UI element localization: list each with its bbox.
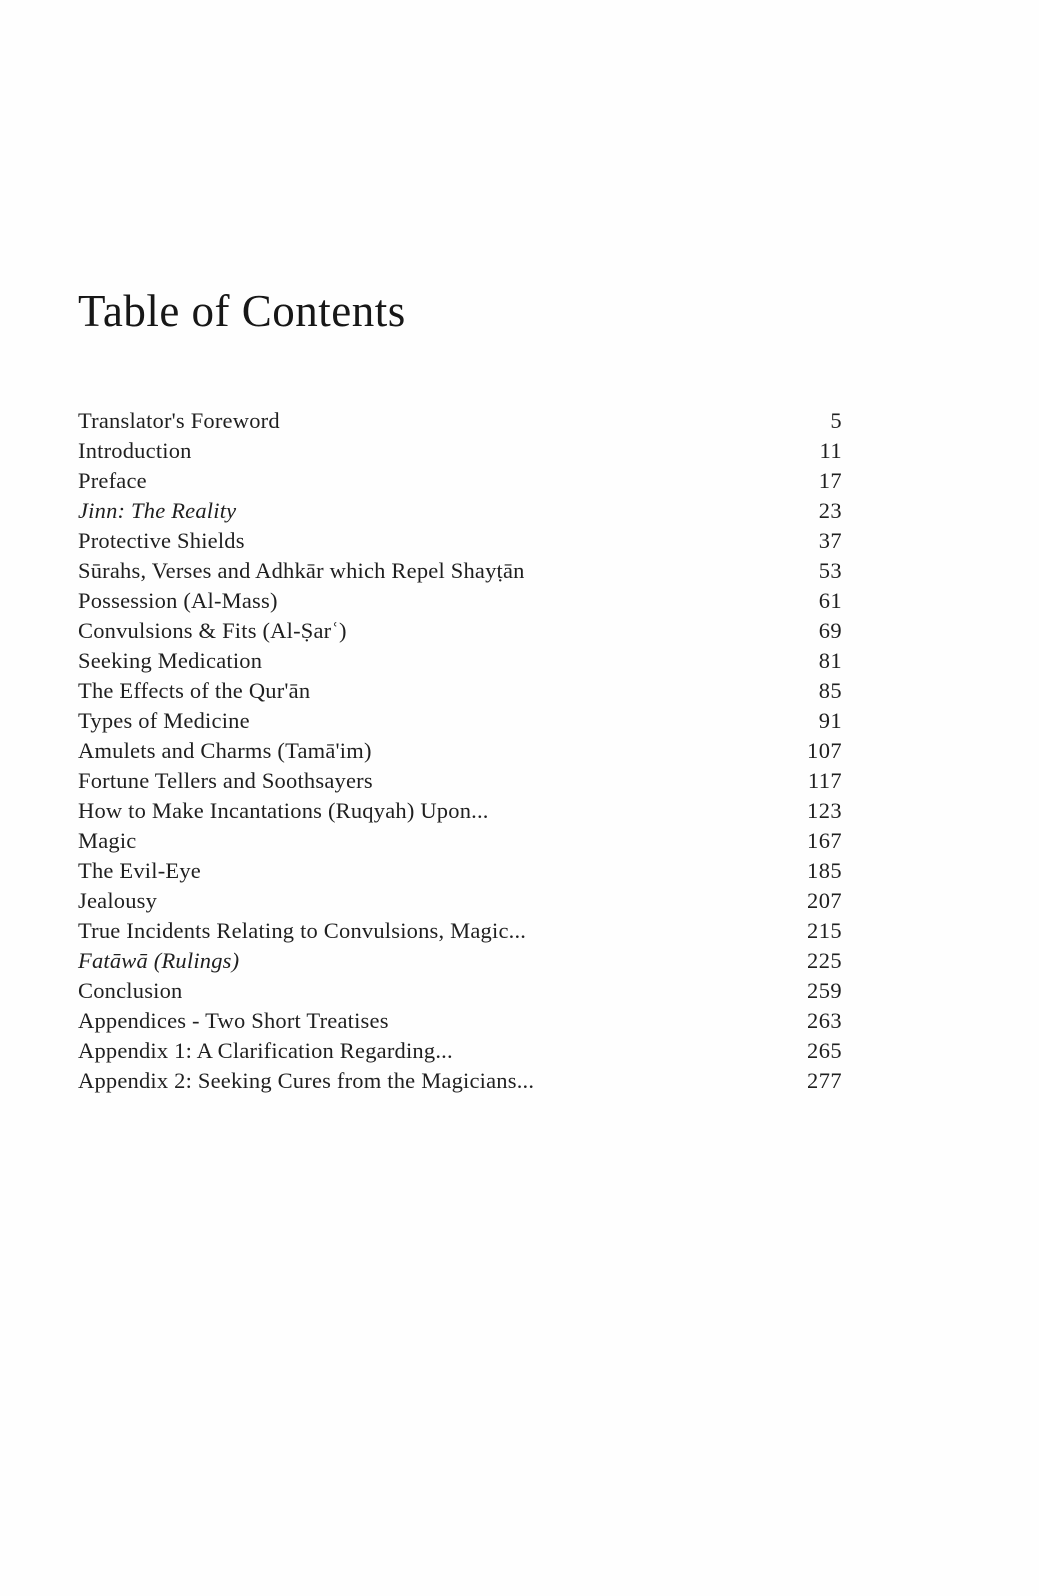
list-item[interactable] [78,826,842,856]
toc-entry-label: Fatāwā (Rulings) [78,948,240,973]
toc-entry-page: 5 [830,408,842,433]
list-item[interactable] [78,916,842,946]
toc-entry-label: Magic [78,828,137,853]
toc-entry-label: Seeking Medication [78,648,263,673]
list-item[interactable] [78,526,842,556]
toc-entry-page: 259 [807,978,842,1003]
toc-entry-label: Jinn: The Reality [78,498,237,523]
toc-entry-label: Appendix 2: Seeking Cures from the Magicians... [78,1068,535,1093]
toc-entry-page: 263 [807,1008,842,1033]
toc-entry-label: Sūrahs, Verses and Adhkār which Repel Shayṭān [78,558,525,583]
toc-entry-page: 69 [818,618,842,643]
list-item[interactable] [78,736,842,766]
toc-entry-page: 61 [818,588,842,613]
toc-entry-page: 207 [807,888,842,913]
toc-entry-label: Preface [78,468,147,493]
list-item[interactable] [78,616,842,646]
toc-entry-label: How to Make Incantations (Ruqyah) Upon... [78,798,489,823]
toc-entry-label: Appendices - Two Short Treatises [78,1008,389,1033]
page-title: Table of Contents [78,286,406,336]
toc-entry-page: 277 [807,1068,842,1093]
toc-entry-page: 53 [818,558,842,583]
list-item[interactable] [78,706,842,736]
toc-entry-label: The Evil-Eye [78,858,201,883]
list-item[interactable] [78,466,842,496]
list-item[interactable] [78,1036,842,1066]
toc-entry-label: Convulsions & Fits (Al-Ṣarʿ) [78,618,347,643]
toc-entry-label: Protective Shields [78,528,245,553]
list-item[interactable] [78,406,842,436]
toc-entry-label: Types of Medicine [78,708,250,733]
toc-entry-page: 215 [807,918,842,943]
toc-entry-page: 85 [818,678,842,703]
toc-entry-label: The Effects of the Qur'ān [78,678,311,703]
list-item[interactable] [78,766,842,796]
list-item[interactable] [78,1066,842,1096]
toc-entry-page: 265 [807,1038,842,1063]
toc-entry-page: 225 [807,948,842,973]
toc-entry-label: Amulets and Charms (Tamā'im) [78,738,372,763]
toc-entry-page: 81 [818,648,842,673]
list-item[interactable] [78,976,842,1006]
toc-entry-page: 91 [818,708,842,733]
toc-entry-page: 167 [807,828,842,853]
toc-entry-label: Translator's Foreword [78,408,280,433]
list-item[interactable] [78,1006,842,1036]
list-item[interactable] [78,646,842,676]
toc-entry-page: 107 [807,738,842,763]
list-item[interactable] [78,436,842,466]
list-item[interactable] [78,586,842,616]
toc-entry-page: 11 [819,438,842,463]
toc-entry-label: Fortune Tellers and Soothsayers [78,768,373,793]
list-item[interactable] [78,946,842,976]
list-item[interactable] [78,556,842,586]
toc-entry-label: Appendix 1: A Clarification Regarding... [78,1038,453,1063]
toc-entry-page: 185 [807,858,842,883]
toc-entry-page: 17 [818,468,842,493]
list-item[interactable] [78,856,842,886]
table-of-contents-list [78,406,842,1096]
list-item[interactable] [78,676,842,706]
toc-entry-label: Jealousy [78,888,158,913]
toc-entry-page: 37 [818,528,842,553]
list-item[interactable] [78,796,842,826]
toc-entry-label: Introduction [78,438,192,463]
list-item[interactable] [78,496,842,526]
toc-entry-page: 23 [818,498,842,523]
toc-entry-page: 123 [807,798,842,823]
toc-entry-label: True Incidents Relating to Convulsions, Magic... [78,918,527,943]
list-item[interactable] [78,886,842,916]
toc-entry-label: Possession (Al-Mass) [78,588,278,613]
toc-entry-label: Conclusion [78,978,183,1003]
toc-entry-page: 117 [807,768,842,793]
